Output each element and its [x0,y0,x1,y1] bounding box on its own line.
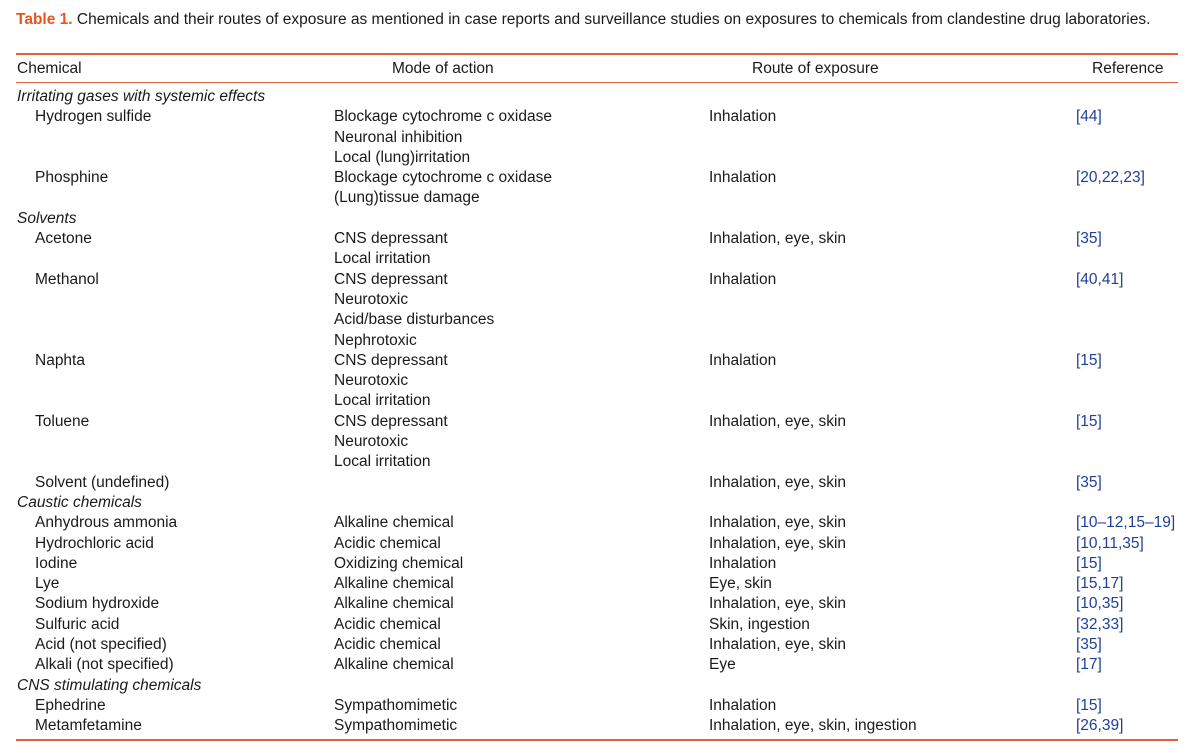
chemical-name: Anhydrous ammonia [35,514,178,532]
section-title: Caustic chemicals [17,493,142,511]
route-of-exposure: Inhalation [709,351,777,369]
mode-of-action: Local irritation [334,453,431,471]
table-row-continuation [0,432,1200,452]
route-of-exposure: Eye [709,656,736,674]
mode-of-action: CNS depressant [334,270,448,288]
mode-of-action: Acidic chemical [334,636,441,654]
section-row [0,87,1200,107]
table-row-continuation [0,391,1200,411]
chemical-name: Phosphine [35,169,109,187]
mode-of-action: CNS depressant [334,230,448,248]
chemical-name: Sodium hydroxide [35,595,160,613]
table-row [0,554,1200,574]
chemical-name: Hydrochloric acid [35,534,154,552]
mode-of-action: Alkaline chemical [334,514,454,532]
table-row [0,107,1200,127]
mode-of-action: Oxidizing chemical [334,554,464,572]
reference-link[interactable]: [26,39] [1076,717,1124,735]
header-route-of-exposure: Route of exposure [752,60,879,77]
route-of-exposure: Inhalation, eye, skin, ingestion [709,717,917,735]
table-row [0,270,1200,290]
top-rule [16,53,1178,55]
table-caption [16,10,1178,30]
mode-of-action: Local irritation [334,250,431,268]
route-of-exposure: Inhalation, eye, skin [709,595,847,613]
table-label: Table 1. [16,11,73,28]
route-of-exposure: Inhalation, eye, skin [709,230,847,248]
route-of-exposure: Inhalation [709,108,777,126]
table-row [0,635,1200,655]
chemical-name: Acetone [35,230,92,248]
table-row-continuation [0,128,1200,148]
mode-of-action: Acidic chemical [334,534,441,552]
header-mode-of-action: Mode of action [392,60,494,77]
reference-link[interactable]: [35] [1076,473,1102,491]
chemical-name: Metamfetamine [35,717,142,735]
reference-link[interactable]: [32,33] [1076,615,1124,633]
table-row-continuation [0,331,1200,351]
reference-link[interactable]: [10,11,35] [1076,534,1144,552]
table-row [0,229,1200,249]
table-row-continuation [0,452,1200,472]
chemical-name: Methanol [35,270,99,288]
table-row [0,351,1200,371]
mode-of-action: Acid/base disturbances [334,311,495,329]
mode-of-action: Nephrotoxic [334,331,417,349]
mode-of-action: Neurotoxic [334,433,409,451]
route-of-exposure: Eye, skin [709,575,772,593]
mode-of-action: Sympathomimetic [334,696,458,714]
chemical-name: Toluene [35,412,90,430]
reference-link[interactable]: [40,41] [1076,270,1124,288]
mode-of-action: CNS depressant [334,351,448,369]
route-of-exposure: Inhalation, eye, skin [709,412,847,430]
chemical-name: Ephedrine [35,696,106,714]
bottom-rule [16,739,1178,741]
section-title: Solvents [17,209,77,227]
table-row [0,615,1200,635]
table-row [0,534,1200,554]
table-caption-text: Chemicals and their routes of exposure as mentioned in case reports and surveillance studies on exposures to chemicals from clandestine drug laboratories. [76,11,1151,28]
chemical-name: Iodine [35,554,78,572]
reference-link[interactable]: [44] [1076,108,1102,126]
route-of-exposure: Inhalation, eye, skin [709,514,847,532]
table-row [0,574,1200,594]
table-row-continuation [0,188,1200,208]
reference-link[interactable]: [17] [1076,656,1102,674]
chemical-name: Naphta [35,351,85,369]
mode-of-action: Sympathomimetic [334,717,458,735]
route-of-exposure: Inhalation, eye, skin [709,534,847,552]
route-of-exposure: Inhalation [709,270,777,288]
table-row [0,655,1200,675]
route-of-exposure: Inhalation [709,169,777,187]
mode-of-action: (Lung)tissue damage [334,189,480,207]
table-row [0,513,1200,533]
section-title: Irritating gases with systemic effects [17,88,266,105]
route-of-exposure: Skin, ingestion [709,615,810,633]
mode-of-action: Local irritation [334,392,431,410]
chemical-name: Acid (not specified) [35,636,167,654]
section-title: CNS stimulating chemicals [17,676,202,694]
table-row-continuation [0,371,1200,391]
table-row-continuation [0,249,1200,269]
chemical-name: Solvent (undefined) [35,473,170,491]
header-chemical: Chemical [17,60,82,77]
mode-of-action: Alkaline chemical [334,595,454,613]
reference-link[interactable]: [10–12,15–19] [1076,514,1176,532]
header-reference: Reference [1092,60,1164,77]
table-body [0,87,1200,737]
table-row [0,716,1200,736]
mode-of-action: Alkaline chemical [334,575,454,593]
chemical-name: Sulfuric acid [35,615,120,633]
table-row-continuation [0,310,1200,330]
header-rule [16,82,1178,83]
table-row [0,412,1200,432]
mode-of-action: Acidic chemical [334,615,441,633]
mode-of-action: Alkaline chemical [334,656,454,674]
mode-of-action: Blockage cytochrome c oxidase [334,108,552,126]
route-of-exposure: Inhalation, eye, skin [709,636,847,654]
mode-of-action: Local (lung)irritation [334,148,471,166]
mode-of-action: CNS depressant [334,412,448,430]
reference-link[interactable]: [15,17] [1076,575,1124,593]
route-of-exposure: Inhalation [709,696,777,714]
table-row [0,696,1200,716]
reference-link[interactable]: [15] [1076,696,1102,714]
table-row [0,473,1200,493]
reference-link[interactable]: [35] [1076,230,1102,248]
chemical-name: Alkali (not specified) [35,656,174,674]
section-row [0,676,1200,696]
mode-of-action: Neurotoxic [334,372,409,390]
mode-of-action: Blockage cytochrome c oxidase [334,169,552,187]
route-of-exposure: Inhalation, eye, skin [709,473,847,491]
route-of-exposure: Inhalation [709,554,777,572]
reference-link[interactable]: [20,22,23] [1076,169,1145,187]
mode-of-action: Neurotoxic [334,290,409,308]
reference-link[interactable]: [10,35] [1076,595,1124,613]
chemical-name: Hydrogen sulfide [35,108,152,126]
table-row-continuation [0,290,1200,310]
table-row-continuation [0,148,1200,168]
reference-link[interactable]: [35] [1076,636,1102,654]
chemical-name: Lye [35,575,60,593]
table-row [0,594,1200,614]
reference-link[interactable]: [15] [1076,554,1102,572]
section-row [0,209,1200,229]
reference-link[interactable]: [15] [1076,351,1102,369]
table-row [0,168,1200,188]
section-row [0,493,1200,513]
reference-link[interactable]: [15] [1076,412,1102,430]
mode-of-action: Neuronal inhibition [334,128,463,146]
